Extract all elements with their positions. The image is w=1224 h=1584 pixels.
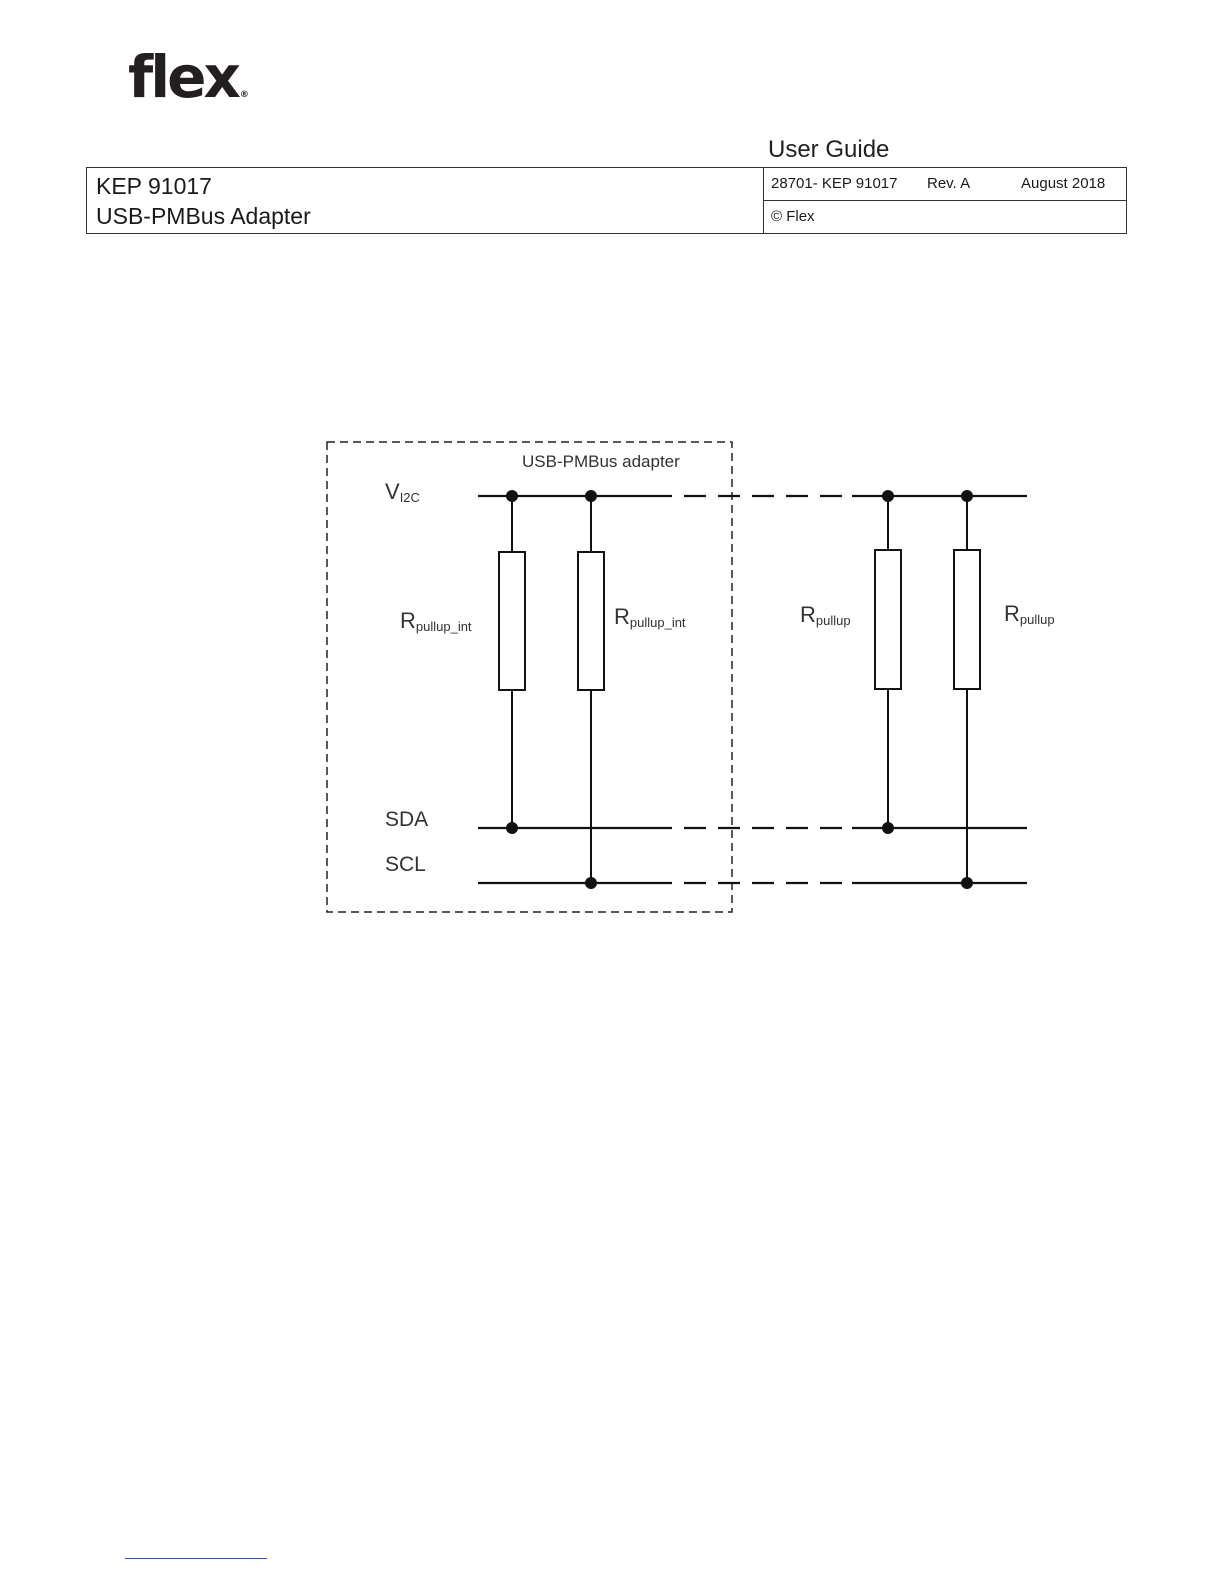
resistor-external-scl <box>954 496 980 883</box>
junction-dot <box>882 490 894 502</box>
rpullup-ext-label-1: Rpullup <box>800 602 851 628</box>
document-type: User Guide <box>768 136 890 163</box>
logo-registered-mark: ® <box>239 90 249 100</box>
junction-dot <box>961 877 973 889</box>
junction-dot <box>506 490 518 502</box>
rpullup-ext-label-2: Rpullup <box>1004 601 1055 627</box>
document-number: 28701- KEP 91017 <box>771 175 898 192</box>
resistor-external-sda <box>875 496 901 828</box>
footnote-separator <box>125 1558 267 1559</box>
junction-dot <box>961 490 973 502</box>
rpullup-int-label-1: Rpullup_int <box>400 608 472 634</box>
logo-text: flex <box>128 43 238 111</box>
copyright: © Flex <box>771 208 815 225</box>
product-name: USB-PMBus Adapter <box>96 203 311 229</box>
product-code: KEP 91017 <box>96 173 212 199</box>
resistor-internal-sda <box>499 496 525 828</box>
junction-dot <box>585 490 597 502</box>
junction-dot <box>506 822 518 834</box>
revision: Rev. A <box>927 175 971 192</box>
sda-label: SDA <box>385 808 429 831</box>
vi2c-label: VI2C <box>385 479 420 505</box>
junction-dot <box>585 877 597 889</box>
rpullup-int-label-2: Rpullup_int <box>614 604 686 630</box>
resistor-internal-scl <box>578 496 604 883</box>
adapter-box-label: USB-PMBus adapter <box>522 452 680 471</box>
document-date: August 2018 <box>1021 175 1106 192</box>
scl-label: SCL <box>385 853 426 876</box>
junction-dot <box>882 822 894 834</box>
adapter-boundary-box <box>327 442 732 912</box>
